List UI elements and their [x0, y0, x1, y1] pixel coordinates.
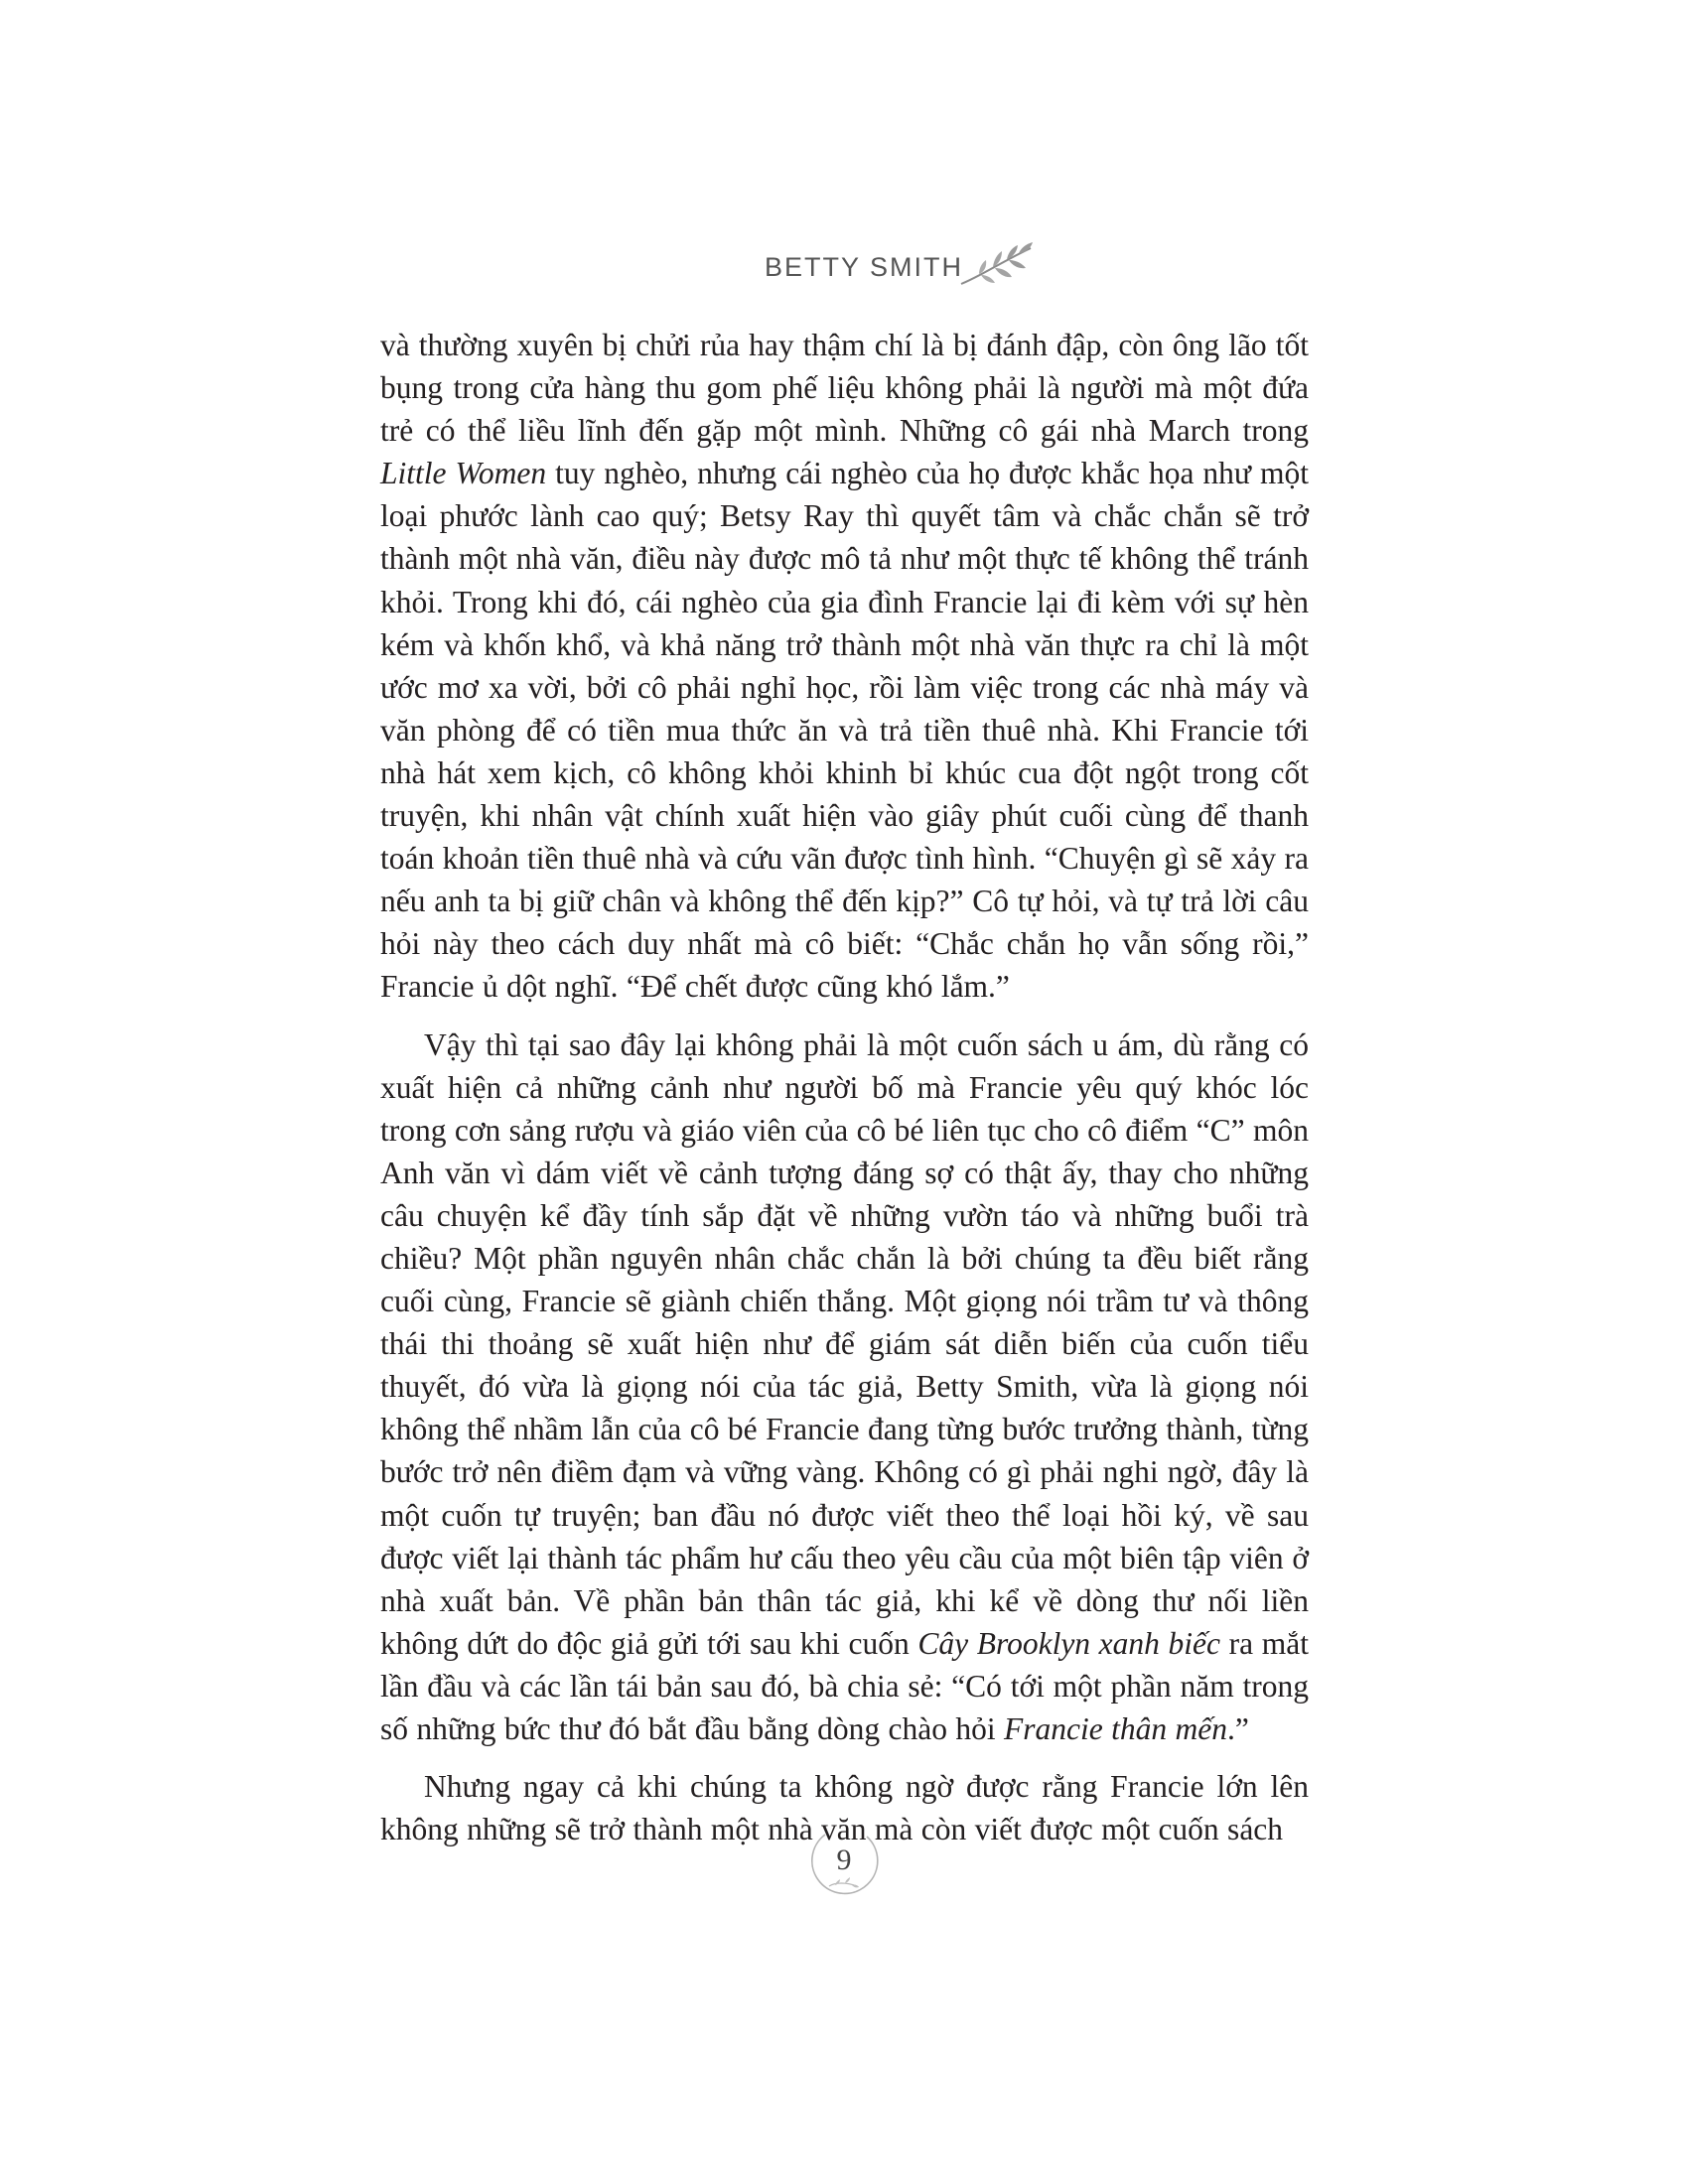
paragraph-text: và thường xuyên bị chửi rủa hay thậm chí là bị đánh đập, còn ông lão tốt bụng trong cửa hàng thu gom phế liệu không phải là người mà một đứa trẻ có thể liều lĩnh đến gặp một mình. Những cô gái nhà March trong: [380, 328, 1309, 449]
paragraph-text: Vậy thì tại sao đây lại không phải là một cuốn sách u ám, dù rằng có xuất hiện cả những cảnh như người bố mà Francie yêu quý khóc lóc trong cơn sảng rượu và giáo viên của cô bé liên tục cho cô điểm “C” môn Anh văn vì dám viết về cảnh tượng đáng sợ có thật ấy, thay cho những câu chuyện kể đầy tính sắp đặt về những vườn táo và những buổi trà chiều? Một phần nguyên nhân chắc chắn là bởi chúng ta đều biết rằng cuối cùng, Francie sẽ giành chiến thắng. Một giọng nói trầm tư và thông thái thi thoảng sẽ xuất hiện như để giám sát diễn biến của cuốn tiểu thuyết, đó vừa là giọng nói của tác giả, Betty Smith, vừa là giọng nói không thể nhầm lẫn của cô bé Francie đang từng bước trưởng thành, từng bước trở nên điềm đạm và vững vàng. Không có gì phải nghi ngờ, đây là một cuốn tự truyện; ban đầu nó được viết theo thể loại hồi ký, về sau được viết lại thành tác phẩm hư cấu theo yêu cầu của một biên tập viên ở nhà xuất bản. Về phần bản thân tác giả, khi kể về dòng thư nối liền không dứt do độc giả gửi tới sau khi cuốn: [380, 1026, 1309, 1661]
italic-title-text: Little Women: [380, 456, 547, 491]
body-text: [380, 324, 1309, 1850]
page-number: 9: [836, 1843, 852, 1876]
running-header: [765, 246, 1035, 288]
paragraph-text: tuy nghèo, nhưng cái nghèo của họ được khắc họa như một loại phước lành cao quý; Betsy Ray thì quyết tâm và chắc chắn sẽ trở thành một nhà văn, điều này được mô tả như một thực tế không thể tránh khỏi. Trong khi đó, cái nghèo của gia đình Francie lại đi kèm với sự hèn kém và khốn khổ, và khả năng trở thành một nhà văn thực ra chỉ là một ước mơ xa vời, bởi cô phải nghỉ học, rồi làm việc trong các nhà máy và văn phòng để có tiền mua thức ăn và trả tiền thuê nhà. Khi Francie tới nhà hát xem kịch, cô không khỏi khinh bỉ khúc cua đột ngột trong cốt truyện, khi nhân vật chính xuất hiện vào giây phút cuối cùng để thanh toán khoản tiền thuê nhà và cứu vãn được tình hình. “Chuyện gì sẽ xảy ra nếu anh ta bị giữ chân và không thể đến kịp?” Cô tự hỏi, và tự trả lời câu hỏi này theo cách duy nhất mà cô biết: “Chắc chắn họ vẫn sống rồi,” Francie ủ dột nghĩ. “Để chết được cũng khó lắm.”: [380, 456, 1309, 1005]
paragraph-text: Nhưng ngay cả khi chúng ta không ngờ được rằng Francie lớn lên không những sẽ trở thành một nhà văn mà còn viết được một cuốn sách: [380, 1769, 1309, 1847]
leaf-sprig-icon: [957, 240, 1035, 288]
paragraph-1: [380, 324, 1309, 1009]
page-number-badge: [805, 1825, 883, 1902]
paragraph-text: .”: [1226, 1711, 1249, 1746]
italic-title-text: Francie thân mến: [1004, 1711, 1227, 1746]
italic-title-text: Cây Brooklyn xanh biếc: [917, 1625, 1221, 1661]
paragraph-2: [380, 1024, 1309, 1751]
paragraph-text: ra mắt lần đầu và các lần tái bản sau đó, bà chia sẻ: “Có tới một phần năm trong số những bức thư đó bắt đầu bằng dòng chào hỏi: [380, 1625, 1310, 1746]
running-header-author: BETTY SMITH: [765, 251, 964, 282]
